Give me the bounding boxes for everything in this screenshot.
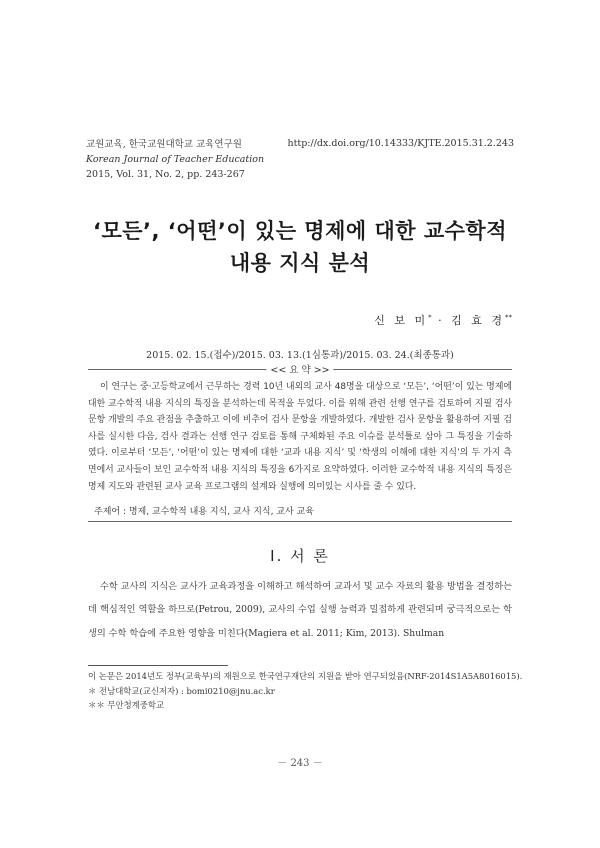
volume-info: 2015, Vol. 31, No. 2, pp. 243-267 [86, 169, 245, 180]
abstract-box [88, 362, 512, 522]
author-1: 신 보 미 [374, 314, 429, 327]
author-2-mark: ** [505, 313, 512, 322]
footnote-corresponding-author: ＊ 전남대학교(교신저자) : bomi0210@jnu.ac.kr [88, 685, 275, 696]
footnote-rule [88, 665, 228, 666]
title-line-2: 내용 지식 분석 [229, 251, 371, 275]
keywords-block [88, 504, 512, 522]
section-title: I. 서 론 [270, 547, 330, 565]
abstract-text: 이 연구는 중·고등학교에서 근무하는 경력 10년 내외의 교사 48명을 대상으로 ‘모든’, ‘어떤’이 있는 명제에 대한 교수학적 내용 지식의 특징을 분석하는데 목적을 두었다. 이를 위해 관련 선행 연구를 검토하여 지필 검사 문항 개발의 주요 관점을 추출하고 이에 비추어 검사 문항을 개발하였다. 개발한 검사 문항을 활용하여 지필 검사를 실시한 다음, 검사 결과는 선행 연구 검토를 통해 구체화된 주요 이슈를 분석틀로 삼아 그 특징을 기술하였다. 이로부터 ‘모든’, ‘어떤’이 있는 명제에 대한 ‘교과 내용 지식’ 및 ‘학생의 이해에 대한 지식’의 두 가지 측면에서 교사들이 보인 교수학적 내용 지식의 특징을 6가지로 요약하였다. 이러한 교수학적 내용 지식의 특징은 명제 지도와 관련된 교사 교육 프로그램의 설계와 실행에 의미있는 시사를 줄 수 있다. [88, 382, 512, 492]
footnotes [88, 669, 522, 713]
paper-title [0, 215, 600, 279]
author-1-mark: * [428, 313, 432, 322]
doi-link[interactable]: http://dx.doi.org/10.14333/KJTE.2015.31.2.243 [287, 138, 514, 149]
abstract-header [88, 362, 512, 376]
author-separator: · [431, 314, 452, 327]
submission-dates: 2015. 02. 15.(접수)/2015. 03. 13.(1심통과)/2015. 03. 24.(최종통과) [146, 350, 454, 361]
keywords: 주제어 : 명제, 교수학적 내용 지식, 교사 지식, 교사 교육 [94, 507, 314, 518]
title-line-1: ‘모든’, ‘어떤’이 있는 명제에 대한 교수학적 [92, 219, 508, 243]
journal-header-left [86, 137, 264, 182]
footnote-affiliation: ＊＊ 무안청계중학교 [88, 700, 165, 711]
abstract-label: << 요 약 >> [266, 362, 333, 376]
author-list [374, 312, 512, 328]
author-2: 김 효 경 [451, 314, 505, 327]
page-number: － 243 － [277, 758, 323, 769]
footnote-funding: 이 논문은 2014년도 정부(교육부)의 재원으로 한국연구재단의 지원을 받아 연구되었음(NRF-2014S1A5A8016015). [88, 671, 523, 681]
journal-name: Korean Journal of Teacher Education [86, 154, 265, 165]
institution-text: 교원교육, 한국교원대학교 교육연구원 [86, 139, 242, 150]
body-paragraph: 수학 교사의 지식은 교사가 교육과정을 이해하고 해석하여 교과서 및 교수 자료의 활용 방법을 결정하는데 핵심적인 역할을 하므로(Petrou, 2009), 교사의 수업 실행 능력과 밀접하게 관련되며 궁극적으로는 학생의 수학 학습에 주요한 영향을 미친다(Magiera et al. 2011; Kim, 2013). Shulman [88, 581, 512, 639]
